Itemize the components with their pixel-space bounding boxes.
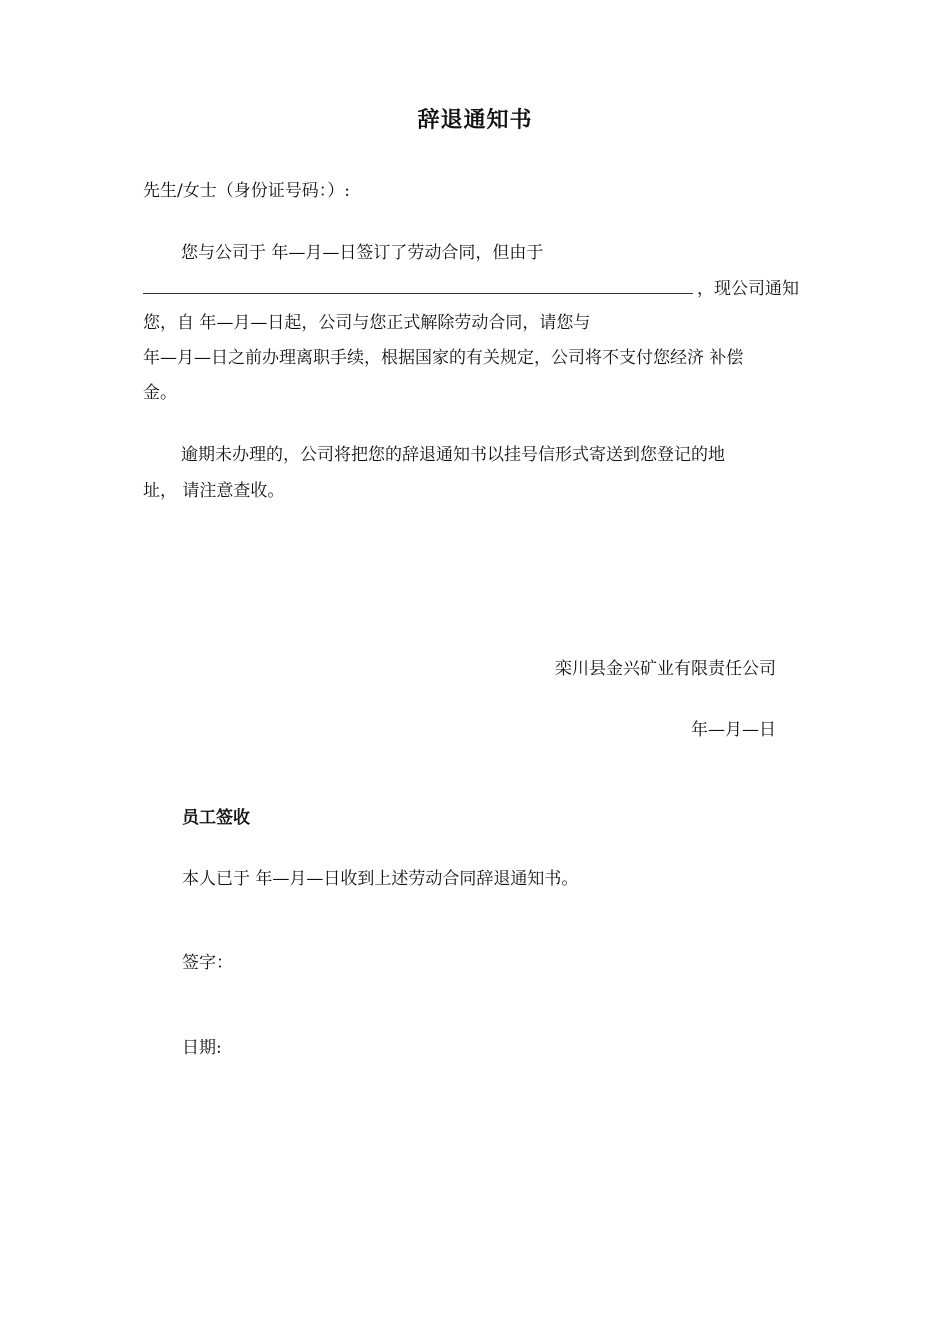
reason-blank-line xyxy=(143,271,693,294)
issue-date: 年—月—日 xyxy=(691,720,776,740)
paragraph1-row5: 金。 xyxy=(143,383,177,403)
paragraph1-row3: 您，自 年—月—日起，公司与您正式解除劳动合同，请您与 xyxy=(143,313,591,333)
paragraph2-row2: 址， 请注意查收。 xyxy=(143,481,285,501)
company-name: 栾川县金兴矿业有限责任公司 xyxy=(555,659,776,679)
signature-label: 签字： xyxy=(182,953,233,973)
employee-sign-heading: 员工签收 xyxy=(182,808,250,828)
receipt-statement: 本人已于 年—月—日收到上述劳动合同辞退通知书。 xyxy=(182,869,579,889)
paragraph1-row4: 年—月—日之前办理离职手续，根据国家的有关规定，公司将不支付您经济 补偿 xyxy=(143,348,744,368)
paragraph2-row1: 逾期未办理的，公司将把您的辞退通知书以挂号信形式寄送到您登记的地 xyxy=(181,445,725,465)
paragraph1-row1: 您与公司于 年—月—日签订了劳动合同，但由于 xyxy=(181,243,544,263)
paragraph-overdue-notice xyxy=(143,437,825,509)
paragraph1-row2 xyxy=(143,271,825,306)
paragraph-contract-termination xyxy=(143,236,825,411)
document-title: 辞退通知书 xyxy=(417,107,533,133)
paragraph1-row2-suffix: ，现公司通知 xyxy=(697,279,799,299)
salutation-line: 先生/女士（身份证号码：）: xyxy=(143,181,350,201)
date-label: 日期: xyxy=(182,1038,222,1058)
